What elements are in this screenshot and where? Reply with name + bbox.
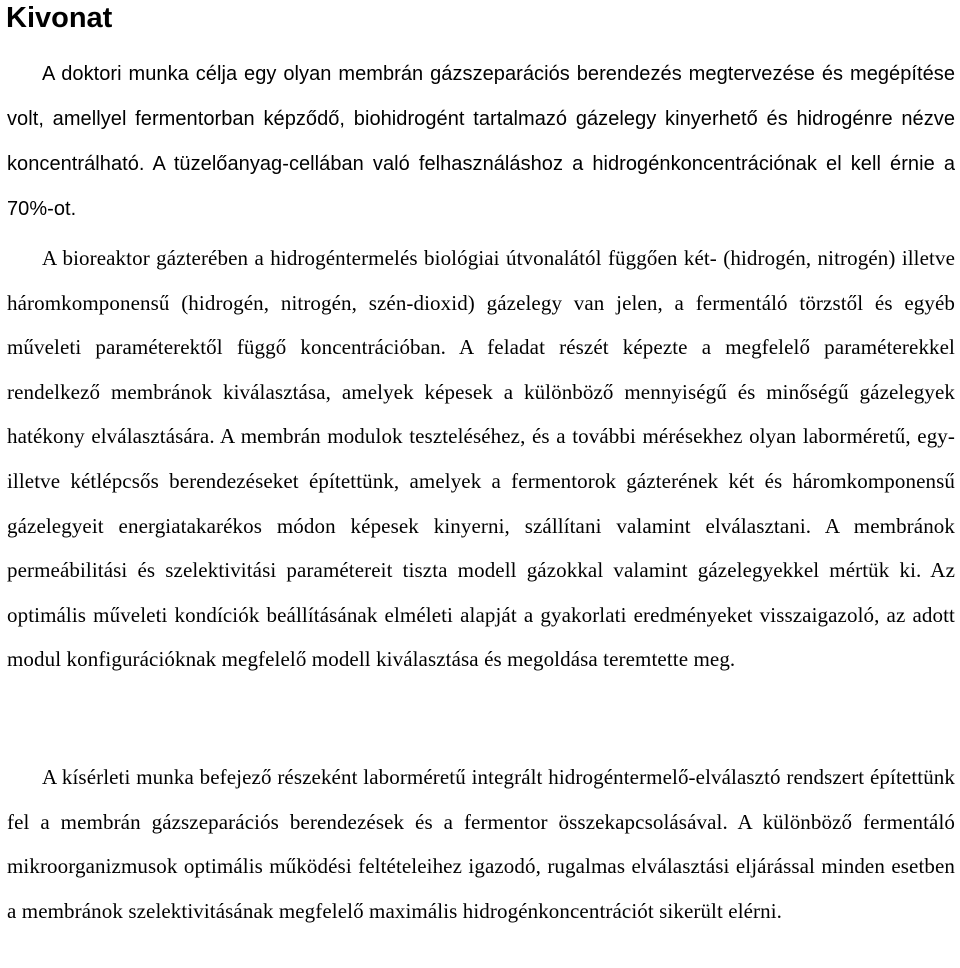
paragraph-1: A doktori munka célja egy olyan membrán gázszeparációs berendezés megtervezése és megépítése volt, amellyel fermentorban képződő, biohidrogént tartalmazó gázelegy kinyerhető és hidrogénre nézve koncentrálható. A tüzelőanyag-cellában való felhasználáshoz a hidrogénkoncentrációnak el kell érnie a 70%-ot.	[7, 63, 955, 220]
paragraph-2: A bioreaktor gázterében a hidrogéntermelés biológiai útvonalától függően két- (hidrogén, nitrogén) illetve háromkomponensű (hidrogén, nitrogén, szén-dioxid) gázelegy van jelen, a fermentáló törzstől és egyéb műveleti paraméterektől függő koncentrációban. A feladat részét képezte a megfelelő paraméterekkel rendelkező membránok kiválasztása, amelyek képesek a különböző mennyiségű és minőségű gázelegyek hatékony elválasztására. A membrán modulok teszteléséhez, és a további mérésekhez olyan laborméretű, egy- illetve kétlépcsős berendezéseket építettünk, amelyek a fermentorok gázterének két és háromkomponensű gázelegyeit energiatakarékos módon képesek kinyerni, szállítani valamint elválasztani. A membránok permeábilitási és szelektivitási paramétereit tiszta modell gázokkal valamint gázelegyekkel mértük ki. Az optimális műveleti kondíciók beállításának elméleti alapját a gyakorlati eredményeket visszaigazoló, az adott modul konfigurációknak megfelelő modell kiválasztása és megoldása teremtette meg.	[7, 246, 955, 672]
paragraph-3: A kísérleti munka befejező részeként laborméretű integrált hidrogéntermelő-elválasztó rendszert építettünk fel a membrán gázszeparációs berendezések és a fermentor összekapcsolásával. A különböző fermentáló mikroorganizmusok optimális működési feltételeihez igazodó, rugalmas elválasztási eljárással minden esetben a membránok szelektivitásának megfelelő maximális hidrogénkoncentrációt sikerült elérni.	[7, 765, 955, 923]
page-title: Kivonat	[6, 2, 113, 34]
